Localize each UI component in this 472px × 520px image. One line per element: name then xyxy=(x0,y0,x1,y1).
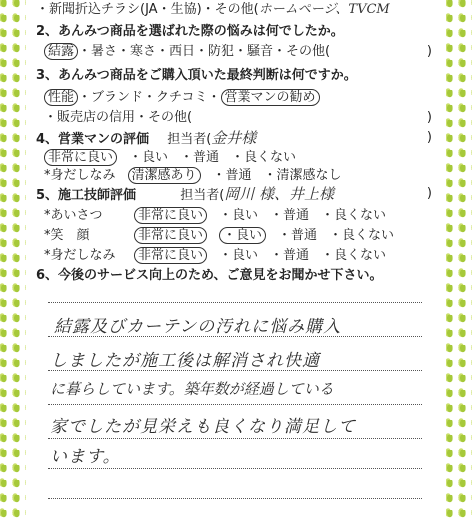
q3-close: ) xyxy=(426,110,432,125)
comment-line-1: 結露及びカーテンの汚れに悩み購入 xyxy=(54,317,342,337)
q4-row1-opt4: ・良くない xyxy=(231,150,297,165)
q5-row-smile xyxy=(44,228,438,244)
q5-row-selected: 非常に良い xyxy=(134,207,207,224)
q5-staff-label: 担当者( xyxy=(180,188,225,203)
q4-header xyxy=(36,130,438,148)
writing-line xyxy=(48,498,422,499)
writing-line xyxy=(48,468,422,469)
q5-row-opt: ・良くない xyxy=(329,228,395,243)
q2-option-rest: ・暑さ・寒さ・西日・防犯・騒音・その他( xyxy=(78,44,331,59)
q5-row-opt: ・良い xyxy=(219,208,259,223)
q5-staff-name: 岡川 様、井上様 xyxy=(224,185,335,203)
q5-row-selected: 非常に良い xyxy=(134,227,207,244)
q5-title: 5、施工技師評価 xyxy=(36,188,137,203)
q3-option-mid: ・ブランド・クチコミ・ xyxy=(78,90,221,105)
comment-line-3: に暮らしています。築年数が経過している xyxy=(50,380,334,398)
writing-line xyxy=(48,404,422,405)
q5-row-selected: ・良い xyxy=(219,227,266,244)
q5-row-opt: ・良くない xyxy=(321,248,387,263)
writing-line xyxy=(48,438,422,439)
q4-staff-label: 担当者( xyxy=(167,132,212,147)
q1-answer: ホームページ、TVCM xyxy=(258,2,390,17)
comment-line-2: しましたが施工後は解消され快適 xyxy=(50,351,320,371)
q5-row-opt: ・良くない xyxy=(321,208,387,223)
q1-prefix: ・新聞折込チラシ(JA・生協)・その他( xyxy=(36,2,259,17)
q4-row2-selected: 清潔感あり xyxy=(128,167,201,184)
comment-line-4: 家でしたが見栄えも良くなり満足して xyxy=(50,417,356,437)
q3-line1 xyxy=(44,90,438,106)
writing-line xyxy=(48,302,422,303)
q1-line xyxy=(36,2,438,18)
q2-title: 2、あんみつ商品を選ばれた際の悩みは何でしたか。 xyxy=(36,24,344,39)
q5-row-opt: ・普通 xyxy=(278,228,318,243)
q4-row1-selected: 非常に良い xyxy=(44,149,117,166)
right-decorative-border xyxy=(446,0,472,520)
survey-sheet xyxy=(30,0,442,520)
q4-title: 4、営業マンの評価 xyxy=(36,132,150,147)
q5-row-label: *笑 顔 xyxy=(44,228,90,243)
q2-options xyxy=(44,44,438,60)
left-decorative-border xyxy=(0,0,26,520)
q5-header xyxy=(36,186,438,204)
q4-close: ) xyxy=(426,130,432,145)
q2-close: ) xyxy=(426,44,432,59)
q4-row2-opt3: ・普通 xyxy=(212,168,252,183)
comment-line-5: います。 xyxy=(50,447,121,467)
q5-row-label: *あいさつ xyxy=(44,208,103,223)
q3-option-sales: 営業マンの勧め xyxy=(221,89,320,106)
q5-row-appearance xyxy=(44,248,438,264)
q4-row1-opt3: ・普通 xyxy=(180,150,220,165)
q5-row-selected: 非常に良い xyxy=(134,247,207,264)
q2-option-circled: 結露 xyxy=(44,43,78,60)
q3-line2: ・販売店の信用・その他( xyxy=(44,110,193,125)
q5-row-opt: ・普通 xyxy=(270,208,310,223)
q4-row1 xyxy=(44,150,438,166)
q5-row-opt: ・良い xyxy=(219,248,259,263)
q4-row1-opt2: ・良い xyxy=(129,150,169,165)
q5-close: ) xyxy=(426,186,432,201)
q6-title: 6、今後のサービス向上のため、ご意見をお聞かせ下さい。 xyxy=(36,268,383,283)
q4-staff-name: 金井様 xyxy=(211,129,257,147)
q5-row-opt: ・普通 xyxy=(270,248,310,263)
q4-row2-opt4: ・清潔感なし xyxy=(263,168,342,183)
q4-row2-label: *身だしなみ xyxy=(44,168,116,183)
q5-row-label: *身だしなみ xyxy=(44,248,116,263)
q3-title: 3、あんみつ商品をご購入頂いた最終判断は何ですか。 xyxy=(36,68,357,83)
q3-option-performance: 性能 xyxy=(44,89,78,106)
q4-row2 xyxy=(44,168,438,184)
q5-row-greeting xyxy=(44,208,438,224)
